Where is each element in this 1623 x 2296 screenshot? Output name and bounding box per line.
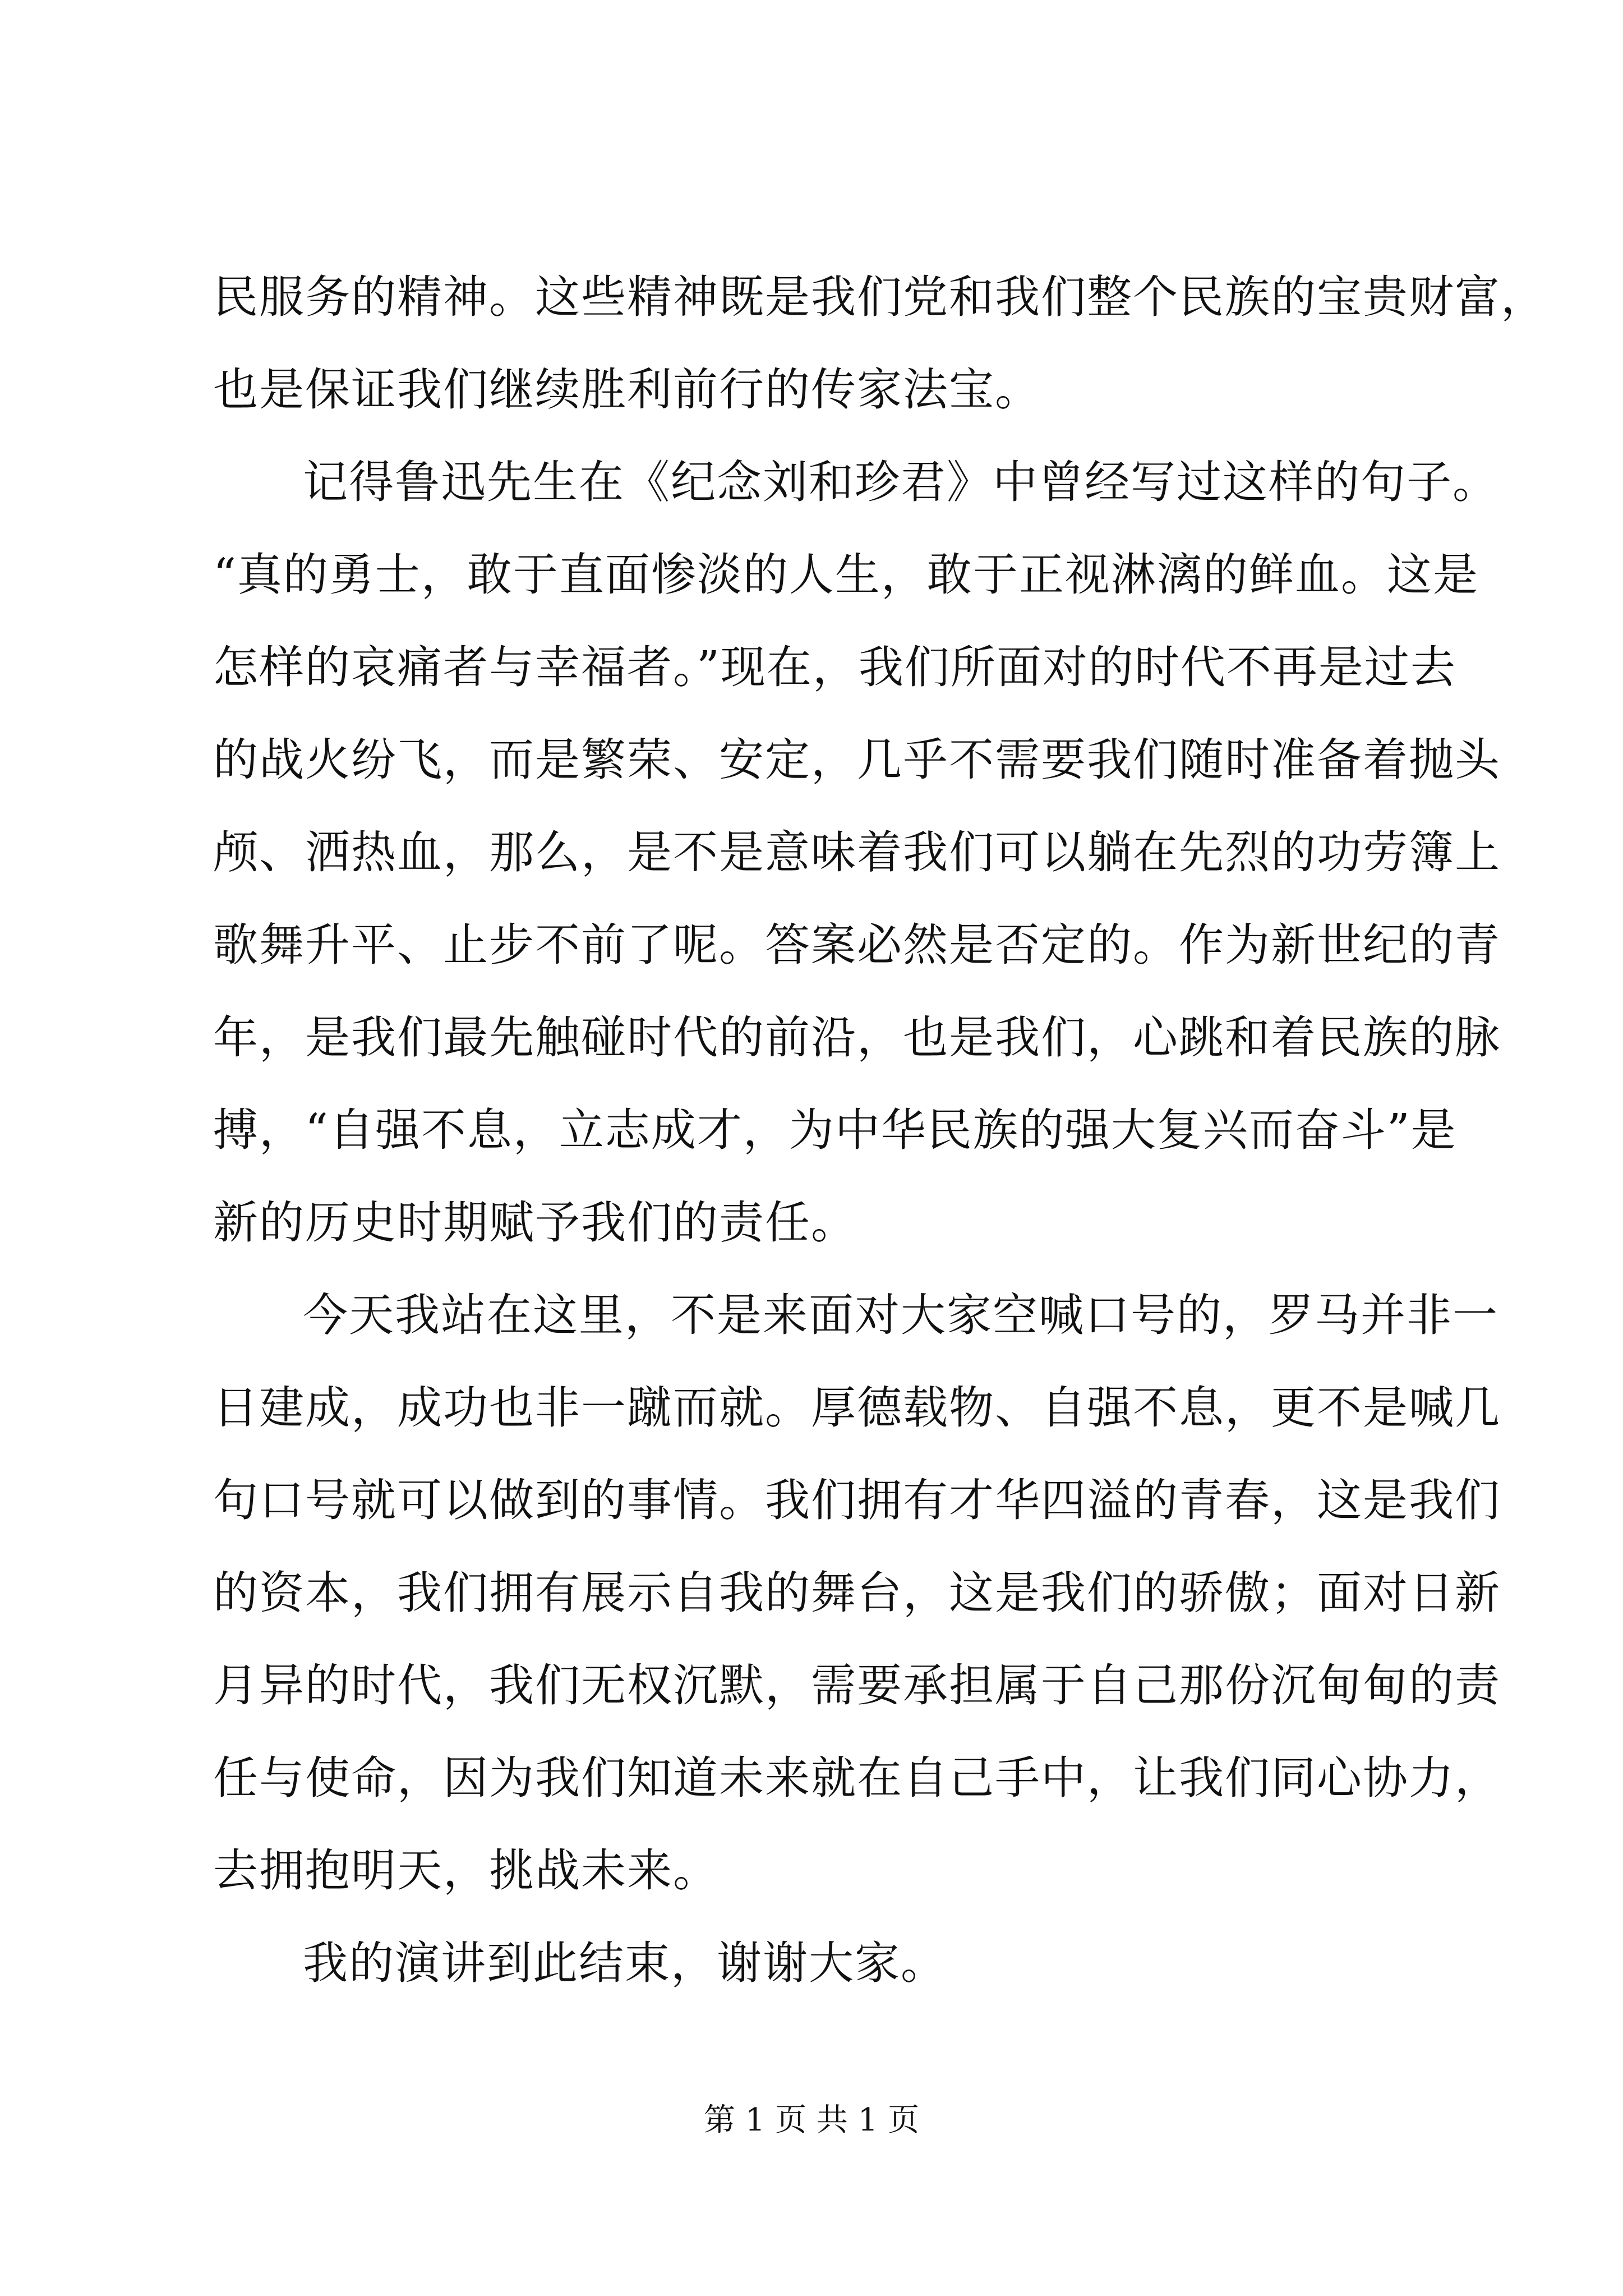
text-line: 今天我站在这里，不是来面对大家空喊口号的，罗马并非一 (303, 1289, 1498, 1341)
text-line: 月异的时代，我们无权沉默，需要承担属于自己那份沉甸甸的责 (213, 1659, 1501, 1711)
text-line: 句口号就可以做到的事情。我们拥有才华四溢的青春，这是我们 (213, 1474, 1501, 1526)
text-line: 的战火纷飞，而是繁荣、安定，几乎不需要我们随时准备着抛头 (213, 734, 1501, 786)
text-line: 我的演讲到此结束，谢谢大家。 (303, 1937, 947, 1989)
page-number-footer: 第 1 页 共 1 页 (703, 2102, 920, 2138)
text-line: 年，是我们最先触碰时代的前沿，也是我们，心跳和着民族的脉 (213, 1011, 1501, 1064)
text-line: 也是保证我们继续胜利前行的传家法宝。 (213, 364, 1041, 416)
text-line: 民服务的精神。这些精神既是我们党和我们整个民族的宝贵财富， (213, 271, 1547, 323)
text-line: 怎样的哀痛者与幸福者。”现在，我们所面对的时代不再是过去 (213, 641, 1456, 693)
text-line: 去拥抱明天，挑战未来。 (213, 1844, 719, 1897)
text-line: 的资本，我们拥有展示自我的舞台，这是我们的骄傲；面对日新 (213, 1567, 1501, 1619)
text-line: 搏，“自强不息，立志成才，为中华民族的强大复兴而奋斗”是 (213, 1104, 1457, 1156)
text-line: 歌舞升平、止步不前了呢。答案必然是否定的。作为新世纪的青 (213, 919, 1501, 971)
text-line: 任与使命，因为我们知道未来就在自己手中，让我们同心协力， (213, 1752, 1501, 1804)
text-line: 记得鲁迅先生在《纪念刘和珍君》中曾经写过这样的句子。 (303, 456, 1498, 508)
text-line: 新的历史时期赋予我们的责任。 (213, 1197, 857, 1249)
text-line: 日建成，成功也非一蹴而就。厚德载物、自强不息，更不是喊几 (213, 1382, 1501, 1434)
text-line: “真的勇士，敢于直面惨淡的人生，敢于正视淋漓的鲜血。这是 (213, 549, 1479, 601)
text-line: 颅、洒热血，那么，是不是意味着我们可以躺在先烈的功劳簿上 (213, 826, 1501, 878)
